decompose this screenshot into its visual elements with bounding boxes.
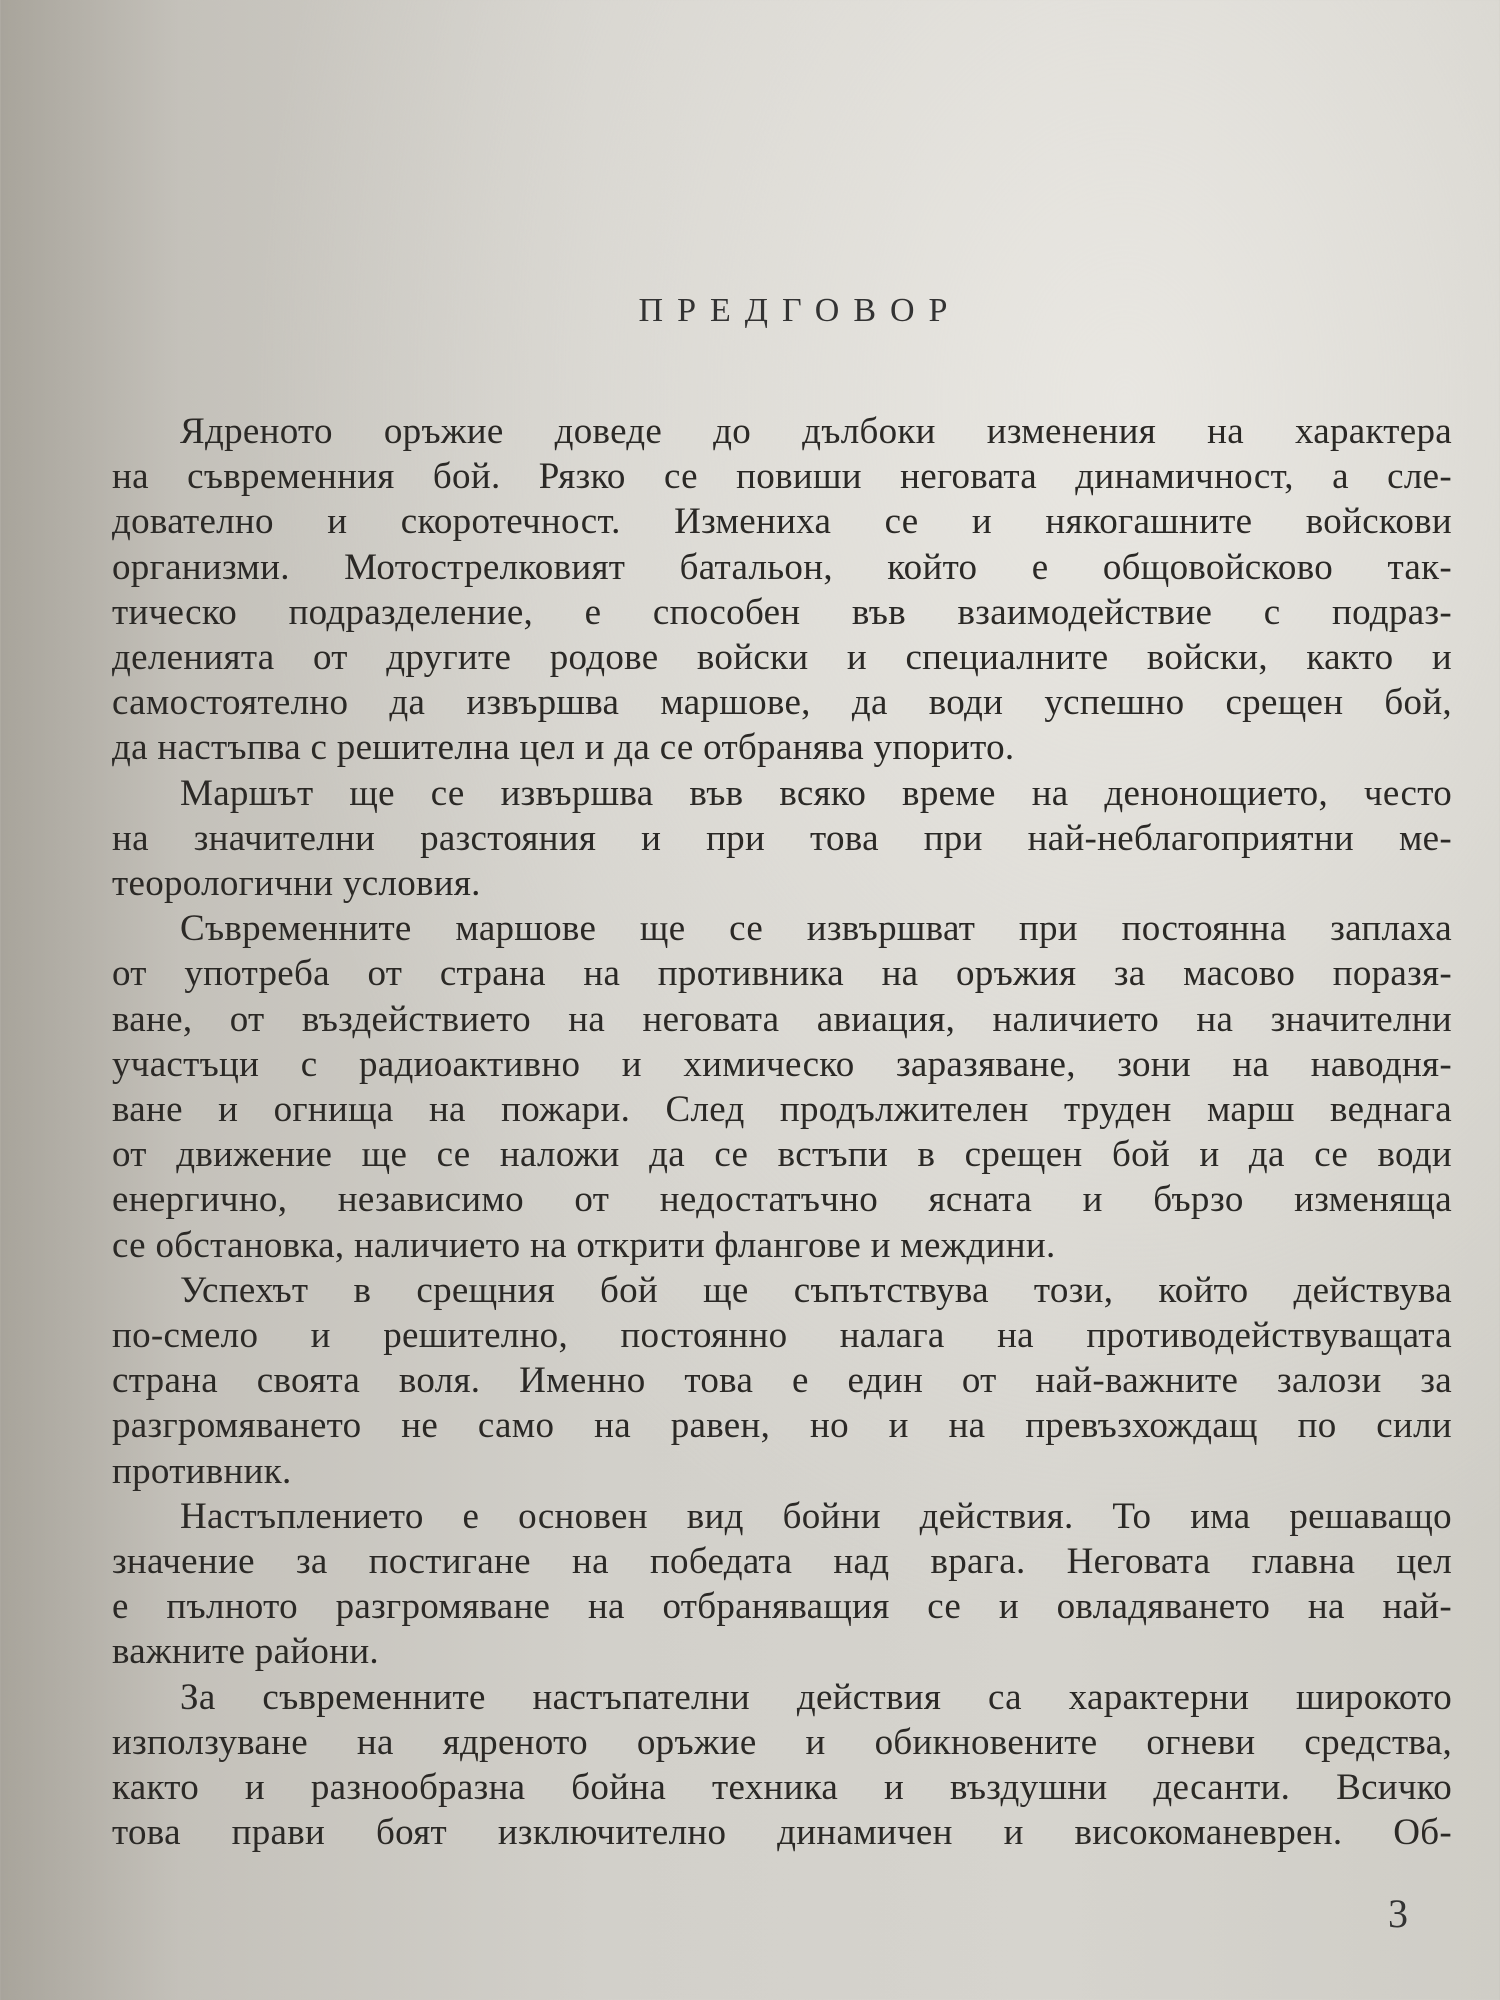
text-line: ване, от въздействието на неговата авиация, наличието на значителни — [112, 998, 1452, 1040]
text-line: Успехът в срещния бой ще съпътствува този, който действува — [180, 1269, 1452, 1311]
text-line: Ядреното оръжие доведе до дълбоки изменения на характера — [180, 411, 1452, 452]
text-line: от употреба от страна на противника на оръжия за масово поразя- — [112, 953, 1452, 995]
text-line: от движение ще се наложи да се встъпи в срещен бой и да се води — [112, 1134, 1452, 1176]
text-line: Маршът ще се извършва във всяко време на денонощието, често — [180, 772, 1452, 814]
text-line: значение за постигане на победата над врага. Неговата главна цел — [112, 1541, 1452, 1582]
text-line: Съвременните маршове ще се извършват при постоянна заплаха — [180, 908, 1452, 950]
text-line: Настъплението е основен вид бойни действия. То има решаващо — [180, 1495, 1452, 1537]
text-line: по-смело и решително, постоянно налага на противодействуващата — [112, 1315, 1452, 1356]
text-line: да настъпва с решителна цел и да се отбранява упорито. — [112, 727, 1015, 769]
text-line: използуване на ядреното оръжие и обикновените огневи средства, — [112, 1721, 1452, 1763]
text-line: на значителни разстояния и при това при най-неблагоприятни ме- — [112, 817, 1452, 859]
text-line: както и разнообразна бойна техника и въздушни десанти. Всичко — [112, 1767, 1452, 1808]
text-line: страна своята воля. Именно това е един от най-важните залози за — [112, 1360, 1452, 1402]
page-number: 3 — [1388, 1891, 1408, 1936]
text-line: енергично, независимо от недостатъчно ясната и бързо изменяща — [112, 1179, 1452, 1221]
text-line: деленията от другите родове войски и специалните войски, както и — [112, 637, 1452, 678]
text-line: участъци с радиоактивно и химическо заразяване, зони на наводня- — [112, 1043, 1452, 1085]
text-line: е пълното разгромяване на отбраняващия се и овладяването на най- — [112, 1586, 1452, 1628]
text-line: важните райони. — [112, 1631, 379, 1673]
text-line: За съвременните настъпателни действия са характерни широкото — [180, 1676, 1452, 1718]
text-line: организми. Мотострелковият батальон, който е общовойсково так- — [112, 546, 1452, 588]
text-line: теорологични условия. — [112, 863, 481, 904]
text-line: дователно и скоротечност. Измениха се и някогашните войскови — [112, 501, 1452, 543]
text-line: това прави боят изключително динамичен и високоманеврен. Об- — [112, 1812, 1452, 1854]
text-line: самостоятелно да извършва маршове, да води успешно срещен бой, — [112, 682, 1452, 724]
text-line: се обстановка, наличието на открити флангове и междини. — [112, 1224, 1056, 1266]
text-line: на съвременния бой. Рязко се повиши неговата динамичност, а сле- — [112, 456, 1452, 498]
text-line: ване и огнища на пожари. След продължителен труден марш веднага — [112, 1089, 1452, 1130]
page-title: ПРЕДГОВОР — [638, 292, 962, 329]
text-line: противник. — [112, 1450, 292, 1492]
text-line: разгромяването не само на равен, но и на превъзхождащ по сили — [112, 1405, 1452, 1447]
text-line: тическо подразделение, е способен във взаимодействие с подраз- — [112, 591, 1452, 633]
